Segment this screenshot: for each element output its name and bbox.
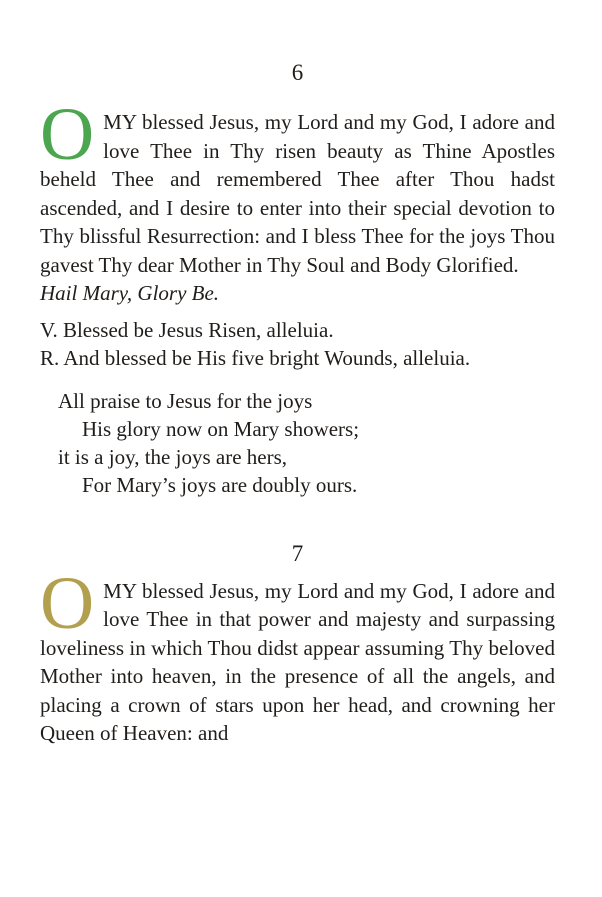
verse-stanza [40,387,555,499]
verse-line-4: For Mary’s joys are doubly ours. [82,472,358,497]
section-number-7: 7 [291,540,304,566]
versicle-line: V. Blessed be Jesus Risen, alleluia. [40,317,334,342]
response-line: R. And blessed be His five bright Wounds, alleluia. [40,346,471,370]
prayer-paragraph-7 [40,561,555,748]
verse-line-2: His glory now on Mary showers; [82,416,360,441]
prayer-section-6 [40,58,555,499]
section-number-6: 6 [291,60,304,85]
prayer-text: MY blessed Jesus, my Lord and my God, I adore and love Thee in that power and majesty and surpassing loveliness in which Thou didst appear assuming Thy beloved Mother into heaven, in the presence of all the angels, and placing a crown of stars upon her head, and crowning her Queen of Heaven: and [40,578,555,745]
prayer-text: MY blessed Jesus, my Lord and my God, I adore and love Thee in Thy risen beauty as Thine Apostles beheld Thee and remembered Thee after Thou hadst ascended, and I desire to enter into their special devotion to Thy blissful Resurrection: and I bless Thee for the joys Thou gavest Thy dear Mother in Thy Soul and Body Glorified. [40,110,555,277]
verse-line-3: it is a joy, the joys are hers, [58,444,288,469]
rubric-line: Hail Mary, Glory Be. [40,281,220,305]
dropcap-letter: O [40,561,95,645]
dropcap-letter: O [40,93,95,176]
prayer-section-7 [40,539,555,748]
prayer-paragraph-6 [40,93,555,279]
versicle-response-block [40,316,555,373]
verse-line-1: All praise to Jesus for the joys [58,388,313,413]
